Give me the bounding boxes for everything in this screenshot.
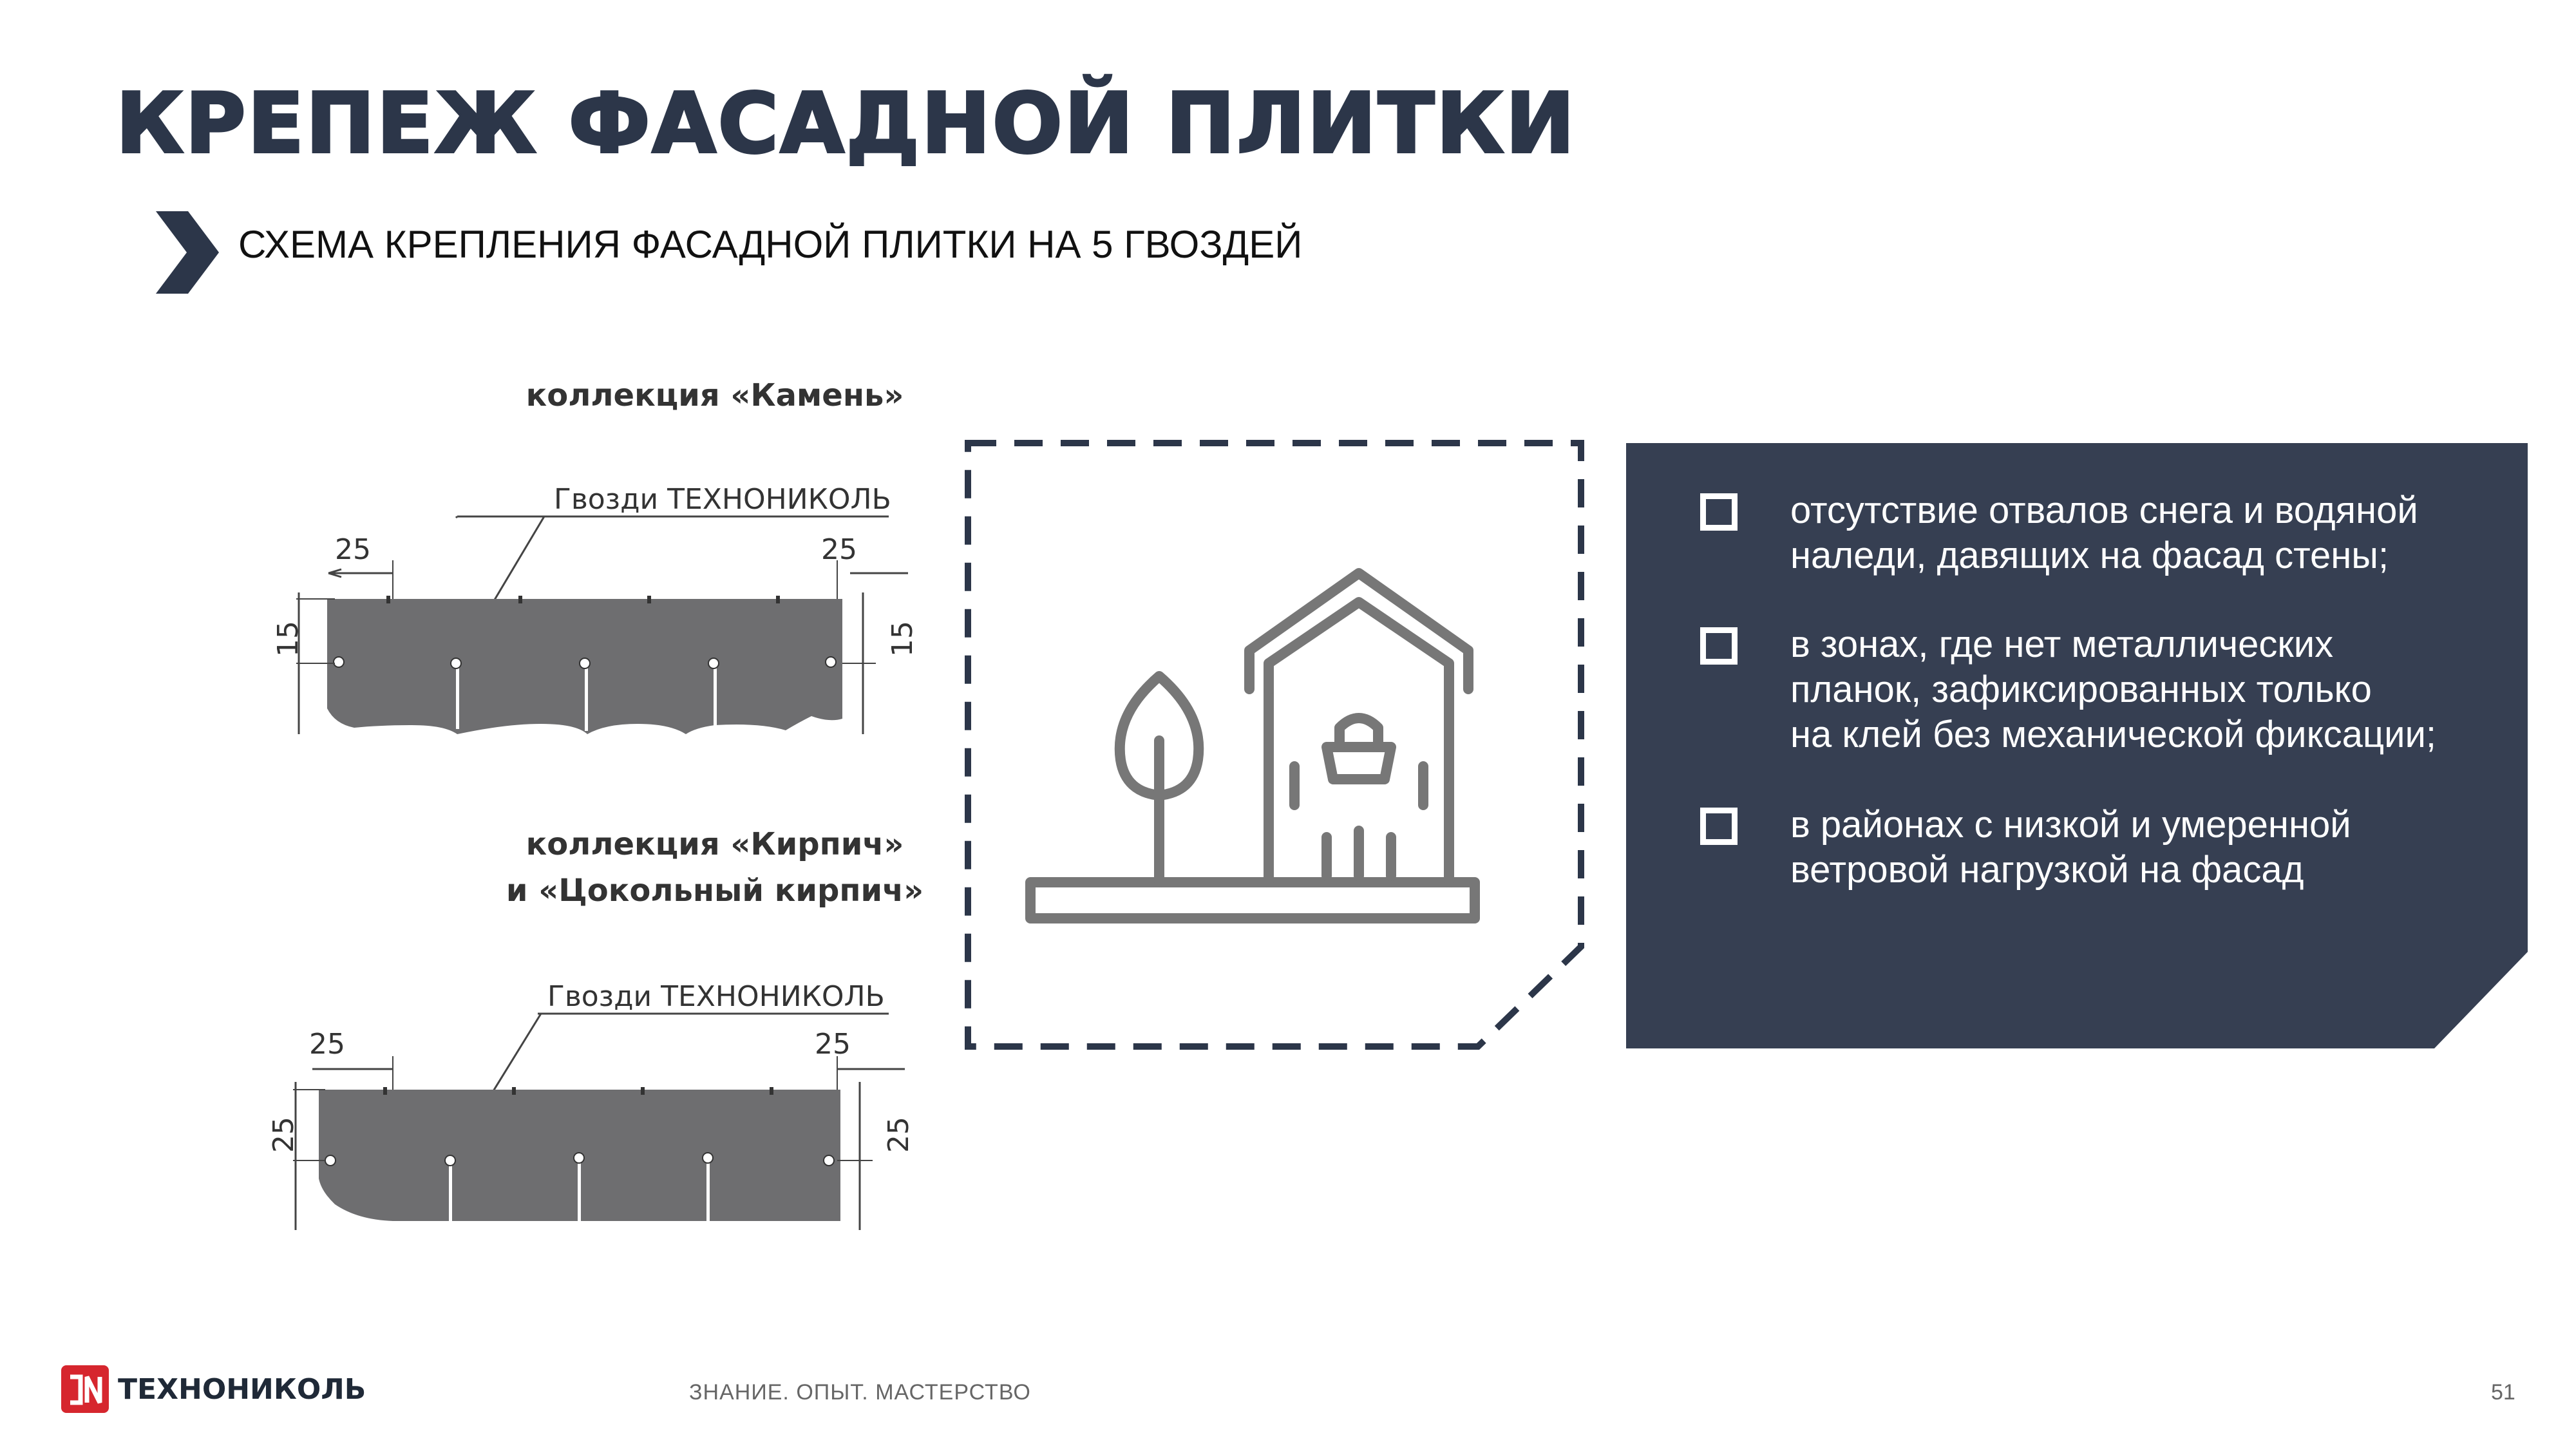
stone-shingle-diagram — [258, 464, 934, 753]
checkbox-icon — [1700, 493, 1738, 531]
dim-vert-right: 15 — [886, 621, 919, 657]
collection-label-stone: коллекция «Камень» — [526, 377, 904, 413]
dim-top-left: 25 — [309, 1028, 345, 1061]
dim-vert-right: 25 — [882, 1117, 915, 1153]
dim-vert-left: 25 — [267, 1117, 300, 1153]
nails-label: Гвозди ТЕХНОНИКОЛЬ — [547, 980, 885, 1013]
chevron-right-icon — [155, 211, 219, 294]
brick-shingle-diagram — [254, 966, 937, 1236]
house-with-tree-icon — [1024, 560, 1488, 934]
footer-tagline: ЗНАНИЕ. ОПЫТ. МАСТЕРСТВО — [689, 1380, 1031, 1405]
checkbox-icon — [1700, 627, 1738, 665]
company-logo: ТЕХНОНИКОЛЬ — [61, 1365, 345, 1417]
conditions-panel: отсутствие отвалов снега и водяной наледи, давящих на фасад стены; в зонах, где нет металлических планок, зафиксированных только на клей без механической фиксации; в районах с низкой и умеренной ветровой нагрузкой на фасад — [1626, 443, 2528, 1048]
page-number: 51 — [2491, 1380, 2515, 1405]
checkbox-icon — [1700, 808, 1738, 845]
collection-label-brick: коллекция «Кирпич» и «Цокольный кирпич» — [506, 826, 924, 909]
section-subtitle: СХЕМА КРЕПЛЕНИЯ ФАСАДНОЙ ПЛИТКИ НА 5 ГВОЗДЕЙ — [238, 223, 1303, 266]
nails-label: Гвозди ТЕХНОНИКОЛЬ — [554, 483, 891, 516]
page-title: КРЕПЕЖ ФАСАДНОЙ ПЛИТКИ — [116, 76, 1577, 172]
dim-top-right: 25 — [821, 533, 857, 566]
dim-top-left: 25 — [335, 533, 371, 566]
logo-mark-icon — [61, 1365, 109, 1413]
dim-vert-left: 15 — [272, 621, 305, 657]
dim-top-right: 25 — [815, 1028, 851, 1061]
